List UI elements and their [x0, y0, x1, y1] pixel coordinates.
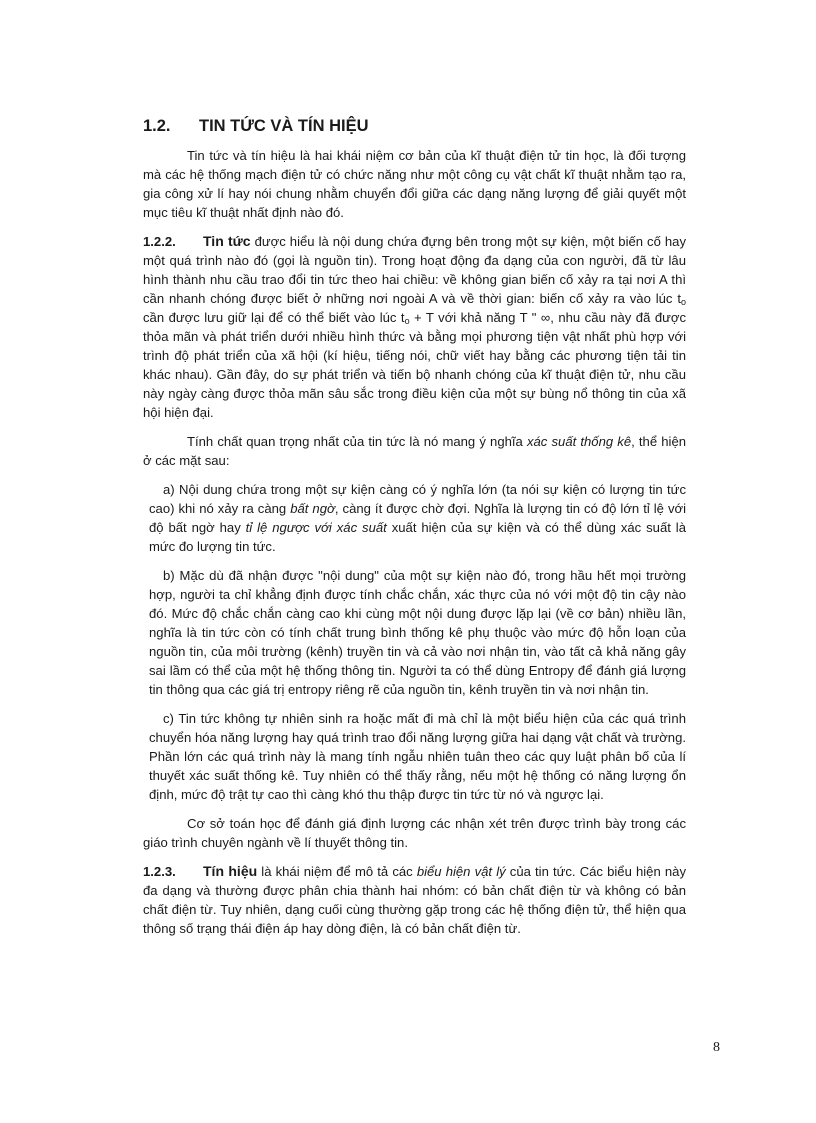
subsection-1-2-2: 1.2.2. Tin tức được hiểu là nội dung chứa đựng bên trong một sự kiện, một biến cố hay một quá trình nào đó (gọi là nguồn tin). Trong hoạt động đa dạng của con người, đã từ lâu hình thành nhu cầu trao đổi tin tức theo hai chiều: về không gian biến cố xảy ra tại nơi A thì cần nhanh chóng được biết ở những nơi ngoài A và về thời gian: biến cố xảy ra vào lúc $t_o$ cần được lưu giữ lại để có thể biết vào lúc $t_o + T$ với khả năng T " ∞, nhu cầu này đã được thỏa mãn và phát triển dưới nhiều hình thức và bằng mọi phương tiện vật nhất phù hợp với trình độ phát triển của xã hội (kí hiệu, tiếng nói, chữ viết hay bằng các phương tiện tải tin khác nhau). Gần đây, do sự phát triển và tiến bộ nhanh chóng của kĩ thuật điện tử, nhu cầu này ngày càng được thỏa mãn sâu sắc trong điều kiện của một sự bùng nổ thông tin của xã hội hiện đại. [143, 233, 686, 420]
section-title: TIN TỨC VÀ TÍN HIỆU [199, 117, 369, 135]
list-item-b: b) Mặc dù đã nhận được "nội dung" của một sự kiện nào đó, trong hầu hết mọi trường hợp, người ta chỉ khẳng định được tính chắc chắn, xác thực của nó với một độ tin cậy nào đó. Mức độ chắc chắn càng cao khi cùng một nội dung được lặp lại (về cơ bản) nhiều lần, nghĩa là tin tức còn có tính chất trung bình thống kê phụ thuộc vào mức độ hỗn loạn của nguồn tin, của môi trường (kênh) truyền tin và cả vào nơi nhận tin, vào tất cả khả năng gây sai lầm có thể của một hệ thống thông tin. Người ta có thể dùng Entropy để đánh giá lượng tin thông qua các giá trị entropy riêng rẽ của nguồn tin, kênh truyền tin và nơi nhận tin. [149, 568, 686, 697]
subsection-1-2-3: 1.2.3. Tín hiệu là khái niệm để mô tả các biểu hiện vật lý của tin tức. Các biểu hiện này đa dạng và thường được phân chia thành hai nhóm: có bản chất điện từ và không có bản chất điện từ. Tuy nhiên, dạng cuối cùng thường gặp trong các hệ thống điện tử, thể hiện qua thông số trạng thái điện áp hay dòng điện, là có bản chất điện từ. [143, 863, 686, 936]
list-item-c: c) Tin tức không tự nhiên sinh ra hoặc mất đi mà chỉ là một biểu hiện của các quá trình chuyển hóa năng lượng hay quá trình trao đổi năng lượng giữa hai dạng vật chất và trường. Phần lớn các quá trình này là mang tính ngẫu nhiên tuân theo các quy luật phân bố của lí thuyết xác suất thống kê. Tuy nhiên có thể thấy rằng, nếu một hệ thống có năng lượng ổn định, mức độ trật tự cao thì càng khó thu thập được tin tức từ nó và ngược lại. [149, 711, 686, 802]
subsection-number: 1.2.2. [143, 234, 176, 249]
subsection-term: Tín hiệu [203, 863, 258, 879]
basis-paragraph: Cơ sở toán học để đánh giá định lượng các nhận xét trên được trình bày trong các giáo trình chuyên ngành về lí thuyết thông tin. [143, 816, 686, 850]
subsection-term: Tin tức [203, 233, 251, 249]
subsection-number: 1.2.3. [143, 864, 176, 879]
intro-paragraph: Tin tức và tín hiệu là hai khái niệm cơ bản của kĩ thuật điện tử tin học, là đối tượng mà các hệ thống mạch điện tử có chức năng như một công cụ vật chất kĩ thuật nhằm tạo ra, gia công xử lí hay nói chung nhằm chuyển đổi giữa các dạng năng lượng để giải quyết một mục tiêu kĩ thuật nhất định nào đó. [143, 148, 686, 220]
page-number: 8 [713, 1040, 720, 1055]
property-paragraph: Tính chất quan trọng nhất của tin tức là nó mang ý nghĩa xác suất thống kê, thể hiện ở các mặt sau: [143, 434, 687, 468]
list-item-a: a) Nội dung chứa trong một sự kiện càng có ý nghĩa lớn (ta nói sự kiện có lượng tin tức cao) khi nó xảy ra càng bất ngờ, càng ít được chờ đợi. Nghĩa là lượng tin có độ lớn tỉ lệ với độ bất ngờ hay tỉ lệ ngược với xác suất xuất hiện của sự kiện và có thể dùng xác suất là mức đo lượng tin tức. [149, 482, 686, 554]
section-heading [143, 115, 686, 137]
page-content [143, 115, 686, 948]
section-number: 1.2. [143, 117, 171, 135]
